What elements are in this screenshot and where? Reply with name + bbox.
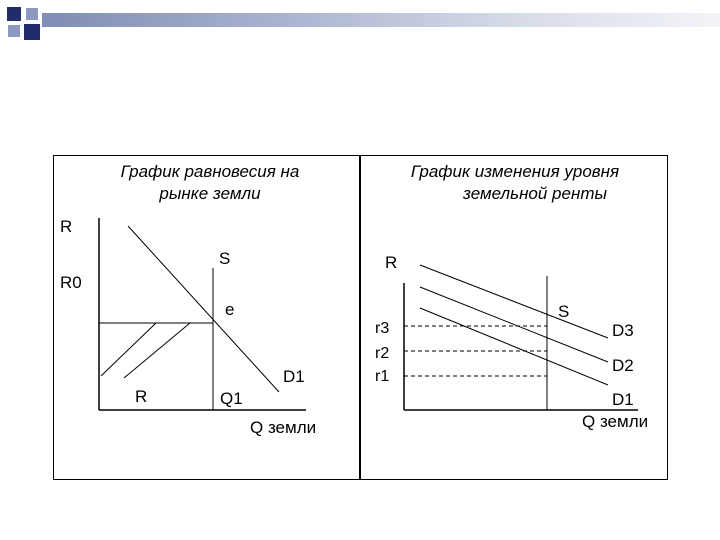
right-supply-label: S	[558, 302, 570, 321]
left-supply-label: S	[219, 249, 231, 268]
right-demand-d1	[420, 308, 608, 385]
right-r3-label: r3	[375, 320, 390, 337]
left-demand-label: D1	[283, 367, 305, 386]
right-d3-label: D3	[612, 321, 634, 340]
left-axis-x-label: Q земли	[250, 418, 317, 437]
right-r1-label: r1	[375, 368, 390, 385]
left-rent-line-1	[101, 323, 156, 376]
left-axis-y-label: R	[60, 217, 73, 236]
right-d2-label: D2	[612, 356, 634, 375]
right-demand-d3	[420, 265, 608, 338]
left-r0-label: R0	[60, 273, 82, 292]
left-demand-line	[128, 226, 279, 392]
left-rent-line-2	[124, 323, 190, 378]
left-rent-label: R	[135, 387, 148, 406]
left-title-line-1: График равновесия на	[120, 162, 300, 181]
left-equilibrium-label: e	[225, 300, 235, 319]
right-axis-x-label: Q земли	[582, 412, 649, 431]
left-title-line-2: рынке земли	[159, 184, 261, 203]
right-d1-label: D1	[612, 390, 634, 409]
right-r2-label: r2	[375, 345, 390, 362]
right-title-line-1: График изменения уровня	[410, 162, 620, 181]
right-axis-y-label: R	[385, 253, 398, 272]
left-q1-label: Q1	[220, 389, 243, 408]
right-title-line-2: земельной ренты	[463, 184, 607, 203]
